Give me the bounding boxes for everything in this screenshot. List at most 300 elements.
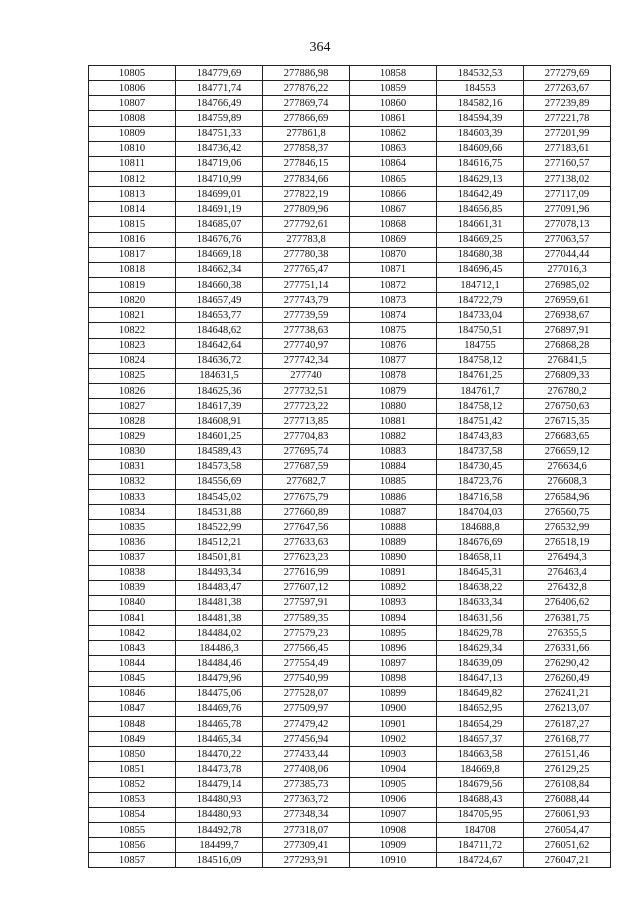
x-coordinate-cell: 184633,34 — [437, 595, 524, 610]
x-coordinate-cell: 184483,47 — [176, 580, 263, 595]
x-coordinate-cell: 184680,38 — [437, 247, 524, 262]
point-number-cell: 10875 — [350, 323, 437, 338]
x-coordinate-cell: 184465,78 — [176, 717, 263, 732]
point-number-cell: 10884 — [350, 459, 437, 474]
x-coordinate-cell: 184601,25 — [176, 429, 263, 444]
y-coordinate-cell: 276432,8 — [524, 580, 611, 595]
y-coordinate-cell: 276241,21 — [524, 686, 611, 701]
point-number-cell: 10857 — [89, 853, 176, 868]
y-coordinate-cell: 277509,97 — [263, 701, 350, 716]
x-coordinate-cell: 184696,45 — [437, 262, 524, 277]
x-coordinate-cell: 184631,56 — [437, 611, 524, 626]
point-number-cell: 10805 — [89, 66, 176, 81]
y-coordinate-cell: 277044,44 — [524, 247, 611, 262]
table-row — [89, 81, 611, 96]
x-coordinate-cell: 184484,46 — [176, 656, 263, 671]
table-row — [89, 505, 611, 520]
point-number-cell: 10856 — [89, 838, 176, 853]
y-coordinate-cell: 277363,72 — [263, 792, 350, 807]
y-coordinate-cell: 277809,96 — [263, 202, 350, 217]
y-coordinate-cell: 277016,3 — [524, 262, 611, 277]
table-row — [89, 383, 611, 398]
point-number-cell: 10893 — [350, 595, 437, 610]
y-coordinate-cell: 277279,69 — [524, 66, 611, 81]
y-coordinate-cell: 276088,44 — [524, 792, 611, 807]
x-coordinate-cell: 184766,49 — [176, 96, 263, 111]
x-coordinate-cell: 184755 — [437, 338, 524, 353]
table-row — [89, 399, 611, 414]
point-number-cell: 10820 — [89, 293, 176, 308]
point-number-cell: 10888 — [350, 520, 437, 535]
x-coordinate-cell: 184712,1 — [437, 277, 524, 292]
y-coordinate-cell: 276868,28 — [524, 338, 611, 353]
x-coordinate-cell: 184516,09 — [176, 853, 263, 868]
table-row — [89, 580, 611, 595]
y-coordinate-cell: 277783,8 — [263, 232, 350, 247]
point-number-cell: 10812 — [89, 171, 176, 186]
x-coordinate-cell: 184761,25 — [437, 368, 524, 383]
y-coordinate-cell: 276054,47 — [524, 823, 611, 838]
point-number-cell: 10901 — [350, 717, 437, 732]
x-coordinate-cell: 184629,13 — [437, 171, 524, 186]
y-coordinate-cell: 277740,97 — [263, 338, 350, 353]
point-number-cell: 10889 — [350, 535, 437, 550]
point-number-cell: 10876 — [350, 338, 437, 353]
x-coordinate-cell: 184636,72 — [176, 353, 263, 368]
point-number-cell: 10817 — [89, 247, 176, 262]
x-coordinate-cell: 184484,02 — [176, 626, 263, 641]
x-coordinate-cell: 184499,7 — [176, 838, 263, 853]
table-row — [89, 187, 611, 202]
y-coordinate-cell: 277886,98 — [263, 66, 350, 81]
point-number-cell: 10853 — [89, 792, 176, 807]
point-number-cell: 10895 — [350, 626, 437, 641]
y-coordinate-cell: 276151,46 — [524, 747, 611, 762]
y-coordinate-cell: 277647,56 — [263, 520, 350, 535]
x-coordinate-cell: 184733,04 — [437, 308, 524, 323]
x-coordinate-cell: 184609,66 — [437, 141, 524, 156]
point-number-cell: 10872 — [350, 277, 437, 292]
x-coordinate-cell: 184648,62 — [176, 323, 263, 338]
y-coordinate-cell: 277385,73 — [263, 777, 350, 792]
table-row — [89, 368, 611, 383]
point-number-cell: 10808 — [89, 111, 176, 126]
y-coordinate-cell: 276659,12 — [524, 444, 611, 459]
table-row — [89, 247, 611, 262]
table-row — [89, 414, 611, 429]
point-number-cell: 10851 — [89, 762, 176, 777]
table-row — [89, 762, 611, 777]
point-number-cell: 10836 — [89, 535, 176, 550]
x-coordinate-cell: 184481,38 — [176, 611, 263, 626]
y-coordinate-cell: 277607,12 — [263, 580, 350, 595]
y-coordinate-cell: 277822,19 — [263, 187, 350, 202]
x-coordinate-cell: 184737,58 — [437, 444, 524, 459]
table-row — [89, 656, 611, 671]
y-coordinate-cell: 276290,42 — [524, 656, 611, 671]
point-number-cell: 10811 — [89, 156, 176, 171]
point-number-cell: 10833 — [89, 489, 176, 504]
x-coordinate-cell: 184654,29 — [437, 717, 524, 732]
y-coordinate-cell: 276331,66 — [524, 641, 611, 656]
y-coordinate-cell: 276897,91 — [524, 323, 611, 338]
point-number-cell: 10814 — [89, 202, 176, 217]
x-coordinate-cell: 184481,38 — [176, 595, 263, 610]
point-number-cell: 10882 — [350, 429, 437, 444]
y-coordinate-cell: 277765,47 — [263, 262, 350, 277]
y-coordinate-cell: 277078,13 — [524, 217, 611, 232]
y-coordinate-cell: 277660,89 — [263, 505, 350, 520]
x-coordinate-cell: 184469,76 — [176, 701, 263, 716]
point-number-cell: 10818 — [89, 262, 176, 277]
x-coordinate-cell: 184553 — [437, 81, 524, 96]
y-coordinate-cell: 276518,19 — [524, 535, 611, 550]
y-coordinate-cell: 276841,5 — [524, 353, 611, 368]
point-number-cell: 10807 — [89, 96, 176, 111]
x-coordinate-cell: 184724,67 — [437, 853, 524, 868]
x-coordinate-cell: 184688,43 — [437, 792, 524, 807]
point-number-cell: 10845 — [89, 671, 176, 686]
x-coordinate-cell: 184465,34 — [176, 732, 263, 747]
point-number-cell: 10861 — [350, 111, 437, 126]
point-number-cell: 10827 — [89, 399, 176, 414]
table-row — [89, 807, 611, 822]
point-number-cell: 10825 — [89, 368, 176, 383]
x-coordinate-cell: 184722,79 — [437, 293, 524, 308]
point-number-cell: 10905 — [350, 777, 437, 792]
point-number-cell: 10864 — [350, 156, 437, 171]
x-coordinate-cell: 184779,69 — [176, 66, 263, 81]
x-coordinate-cell: 184531,88 — [176, 505, 263, 520]
y-coordinate-cell: 277876,22 — [263, 81, 350, 96]
point-number-cell: 10865 — [350, 171, 437, 186]
table-row — [89, 126, 611, 141]
x-coordinate-cell: 184676,76 — [176, 232, 263, 247]
x-coordinate-cell: 184556,69 — [176, 474, 263, 489]
y-coordinate-cell: 277293,91 — [263, 853, 350, 868]
y-coordinate-cell: 276683,65 — [524, 429, 611, 444]
point-number-cell: 10866 — [350, 187, 437, 202]
point-number-cell: 10892 — [350, 580, 437, 595]
table-row — [89, 308, 611, 323]
table-row — [89, 732, 611, 747]
x-coordinate-cell: 184639,09 — [437, 656, 524, 671]
table-row — [89, 626, 611, 641]
y-coordinate-cell: 276406,62 — [524, 595, 611, 610]
coordinates-table — [88, 65, 611, 868]
y-coordinate-cell: 277318,07 — [263, 823, 350, 838]
table-row — [89, 277, 611, 292]
point-number-cell: 10826 — [89, 383, 176, 398]
table-row — [89, 489, 611, 504]
table-row — [89, 66, 611, 81]
y-coordinate-cell: 277723,22 — [263, 399, 350, 414]
table-row — [89, 262, 611, 277]
x-coordinate-cell: 184750,51 — [437, 323, 524, 338]
x-coordinate-cell: 184658,11 — [437, 550, 524, 565]
point-number-cell: 10852 — [89, 777, 176, 792]
x-coordinate-cell: 184480,93 — [176, 792, 263, 807]
point-number-cell: 10877 — [350, 353, 437, 368]
point-number-cell: 10840 — [89, 595, 176, 610]
x-coordinate-cell: 184705,95 — [437, 807, 524, 822]
y-coordinate-cell: 277687,59 — [263, 459, 350, 474]
table-row — [89, 141, 611, 156]
x-coordinate-cell: 184656,85 — [437, 202, 524, 217]
table-row — [89, 96, 611, 111]
y-coordinate-cell: 276187,27 — [524, 717, 611, 732]
x-coordinate-cell: 184625,36 — [176, 383, 263, 398]
x-coordinate-cell: 184532,53 — [437, 66, 524, 81]
x-coordinate-cell: 184708 — [437, 823, 524, 838]
table-row — [89, 459, 611, 474]
table-row — [89, 550, 611, 565]
y-coordinate-cell: 277623,23 — [263, 550, 350, 565]
point-number-cell: 10894 — [350, 611, 437, 626]
x-coordinate-cell: 184710,99 — [176, 171, 263, 186]
table-row — [89, 641, 611, 656]
x-coordinate-cell: 184699,01 — [176, 187, 263, 202]
x-coordinate-cell: 184642,64 — [176, 338, 263, 353]
point-number-cell: 10909 — [350, 838, 437, 853]
x-coordinate-cell: 184545,02 — [176, 489, 263, 504]
table-row — [89, 565, 611, 580]
x-coordinate-cell: 184493,34 — [176, 565, 263, 580]
x-coordinate-cell: 184685,07 — [176, 217, 263, 232]
y-coordinate-cell: 277695,74 — [263, 444, 350, 459]
table-row — [89, 853, 611, 868]
y-coordinate-cell: 277528,07 — [263, 686, 350, 701]
x-coordinate-cell: 184501,81 — [176, 550, 263, 565]
x-coordinate-cell: 184638,22 — [437, 580, 524, 595]
point-number-cell: 10819 — [89, 277, 176, 292]
point-number-cell: 10829 — [89, 429, 176, 444]
y-coordinate-cell: 276381,75 — [524, 611, 611, 626]
point-number-cell: 10899 — [350, 686, 437, 701]
y-coordinate-cell: 277408,06 — [263, 762, 350, 777]
table-row — [89, 595, 611, 610]
x-coordinate-cell: 184669,25 — [437, 232, 524, 247]
point-number-cell: 10898 — [350, 671, 437, 686]
point-number-cell: 10878 — [350, 368, 437, 383]
x-coordinate-cell: 184743,83 — [437, 429, 524, 444]
x-coordinate-cell: 184653,77 — [176, 308, 263, 323]
point-number-cell: 10887 — [350, 505, 437, 520]
table-row — [89, 429, 611, 444]
table-row — [89, 823, 611, 838]
y-coordinate-cell: 277589,35 — [263, 611, 350, 626]
y-coordinate-cell: 277091,96 — [524, 202, 611, 217]
table-row — [89, 111, 611, 126]
y-coordinate-cell: 276355,5 — [524, 626, 611, 641]
y-coordinate-cell: 277160,57 — [524, 156, 611, 171]
point-number-cell: 10879 — [350, 383, 437, 398]
y-coordinate-cell: 276959,61 — [524, 293, 611, 308]
y-coordinate-cell: 277740 — [263, 368, 350, 383]
point-number-cell: 10824 — [89, 353, 176, 368]
y-coordinate-cell: 277742,34 — [263, 353, 350, 368]
point-number-cell: 10897 — [350, 656, 437, 671]
point-number-cell: 10883 — [350, 444, 437, 459]
point-number-cell: 10906 — [350, 792, 437, 807]
y-coordinate-cell: 277239,89 — [524, 96, 611, 111]
x-coordinate-cell: 184704,03 — [437, 505, 524, 520]
y-coordinate-cell: 277579,23 — [263, 626, 350, 641]
y-coordinate-cell: 276213,07 — [524, 701, 611, 716]
x-coordinate-cell: 184669,8 — [437, 762, 524, 777]
table-row — [89, 792, 611, 807]
point-number-cell: 10810 — [89, 141, 176, 156]
y-coordinate-cell: 277858,37 — [263, 141, 350, 156]
point-number-cell: 10873 — [350, 293, 437, 308]
point-number-cell: 10904 — [350, 762, 437, 777]
table-row — [89, 338, 611, 353]
x-coordinate-cell: 184758,12 — [437, 353, 524, 368]
point-number-cell: 10867 — [350, 202, 437, 217]
point-number-cell: 10871 — [350, 262, 437, 277]
table-row — [89, 611, 611, 626]
x-coordinate-cell: 184649,82 — [437, 686, 524, 701]
y-coordinate-cell: 276463,4 — [524, 565, 611, 580]
y-coordinate-cell: 277675,79 — [263, 489, 350, 504]
x-coordinate-cell: 184479,14 — [176, 777, 263, 792]
x-coordinate-cell: 184761,7 — [437, 383, 524, 398]
y-coordinate-cell: 277743,79 — [263, 293, 350, 308]
point-number-cell: 10910 — [350, 853, 437, 868]
point-number-cell: 10809 — [89, 126, 176, 141]
point-number-cell: 10874 — [350, 308, 437, 323]
point-number-cell: 10900 — [350, 701, 437, 716]
y-coordinate-cell: 277682,7 — [263, 474, 350, 489]
x-coordinate-cell: 184492,78 — [176, 823, 263, 838]
y-coordinate-cell: 277834,66 — [263, 171, 350, 186]
point-number-cell: 10891 — [350, 565, 437, 580]
x-coordinate-cell: 184603,39 — [437, 126, 524, 141]
y-coordinate-cell: 276584,96 — [524, 489, 611, 504]
x-coordinate-cell: 184662,34 — [176, 262, 263, 277]
y-coordinate-cell: 277616,99 — [263, 565, 350, 580]
y-coordinate-cell: 277704,83 — [263, 429, 350, 444]
point-number-cell: 10843 — [89, 641, 176, 656]
y-coordinate-cell: 276494,3 — [524, 550, 611, 565]
point-number-cell: 10870 — [350, 247, 437, 262]
y-coordinate-cell: 277117,09 — [524, 187, 611, 202]
point-number-cell: 10886 — [350, 489, 437, 504]
point-number-cell: 10855 — [89, 823, 176, 838]
point-number-cell: 10862 — [350, 126, 437, 141]
point-number-cell: 10868 — [350, 217, 437, 232]
x-coordinate-cell: 184573,58 — [176, 459, 263, 474]
x-coordinate-cell: 184512,21 — [176, 535, 263, 550]
y-coordinate-cell: 276634,6 — [524, 459, 611, 474]
x-coordinate-cell: 184473,78 — [176, 762, 263, 777]
y-coordinate-cell: 277597,91 — [263, 595, 350, 610]
point-number-cell: 10850 — [89, 747, 176, 762]
point-number-cell: 10848 — [89, 717, 176, 732]
y-coordinate-cell: 277866,69 — [263, 111, 350, 126]
x-coordinate-cell: 184716,58 — [437, 489, 524, 504]
point-number-cell: 10806 — [89, 81, 176, 96]
table-row — [89, 156, 611, 171]
point-number-cell: 10821 — [89, 308, 176, 323]
point-number-cell: 10903 — [350, 747, 437, 762]
point-number-cell: 10837 — [89, 550, 176, 565]
point-number-cell: 10863 — [350, 141, 437, 156]
point-number-cell: 10823 — [89, 338, 176, 353]
x-coordinate-cell: 184661,31 — [437, 217, 524, 232]
x-coordinate-cell: 184688,8 — [437, 520, 524, 535]
y-coordinate-cell: 276560,75 — [524, 505, 611, 520]
y-coordinate-cell: 277739,59 — [263, 308, 350, 323]
point-number-cell: 10846 — [89, 686, 176, 701]
x-coordinate-cell: 184771,74 — [176, 81, 263, 96]
table-row — [89, 353, 611, 368]
y-coordinate-cell: 276985,02 — [524, 277, 611, 292]
x-coordinate-cell: 184669,18 — [176, 247, 263, 262]
point-number-cell: 10831 — [89, 459, 176, 474]
y-coordinate-cell: 276938,67 — [524, 308, 611, 323]
y-coordinate-cell: 277456,94 — [263, 732, 350, 747]
table-row — [89, 747, 611, 762]
table-row — [89, 217, 611, 232]
table-row — [89, 671, 611, 686]
x-coordinate-cell: 184751,33 — [176, 126, 263, 141]
y-coordinate-cell: 277221,78 — [524, 111, 611, 126]
point-number-cell: 10854 — [89, 807, 176, 822]
table-row — [89, 838, 611, 853]
x-coordinate-cell: 184736,42 — [176, 141, 263, 156]
y-coordinate-cell: 277792,61 — [263, 217, 350, 232]
x-coordinate-cell: 184751,42 — [437, 414, 524, 429]
x-coordinate-cell: 184582,16 — [437, 96, 524, 111]
table-row — [89, 777, 611, 792]
y-coordinate-cell: 276780,2 — [524, 383, 611, 398]
point-number-cell: 10860 — [350, 96, 437, 111]
point-number-cell: 10815 — [89, 217, 176, 232]
y-coordinate-cell: 277732,51 — [263, 383, 350, 398]
point-number-cell: 10842 — [89, 626, 176, 641]
x-coordinate-cell: 184594,39 — [437, 111, 524, 126]
x-coordinate-cell: 184617,39 — [176, 399, 263, 414]
y-coordinate-cell: 276051,62 — [524, 838, 611, 853]
point-number-cell: 10858 — [350, 66, 437, 81]
x-coordinate-cell: 184479,96 — [176, 671, 263, 686]
y-coordinate-cell: 277554,49 — [263, 656, 350, 671]
x-coordinate-cell: 184629,78 — [437, 626, 524, 641]
table-row — [89, 232, 611, 247]
point-number-cell: 10834 — [89, 505, 176, 520]
y-coordinate-cell: 276750,63 — [524, 399, 611, 414]
y-coordinate-cell: 277309,41 — [263, 838, 350, 853]
y-coordinate-cell: 276047,21 — [524, 853, 611, 868]
point-number-cell: 10881 — [350, 414, 437, 429]
y-coordinate-cell: 276715,35 — [524, 414, 611, 429]
x-coordinate-cell: 184647,13 — [437, 671, 524, 686]
y-coordinate-cell: 276608,3 — [524, 474, 611, 489]
y-coordinate-cell: 277063,57 — [524, 232, 611, 247]
point-number-cell: 10828 — [89, 414, 176, 429]
y-coordinate-cell: 276168,77 — [524, 732, 611, 747]
x-coordinate-cell: 184691,19 — [176, 202, 263, 217]
x-coordinate-cell: 184663,58 — [437, 747, 524, 762]
x-coordinate-cell: 184645,31 — [437, 565, 524, 580]
table-row — [89, 686, 611, 701]
y-coordinate-cell: 277780,38 — [263, 247, 350, 262]
point-number-cell: 10890 — [350, 550, 437, 565]
y-coordinate-cell: 277861,8 — [263, 126, 350, 141]
y-coordinate-cell: 277738,63 — [263, 323, 350, 338]
coordinates-table-body — [89, 66, 611, 868]
